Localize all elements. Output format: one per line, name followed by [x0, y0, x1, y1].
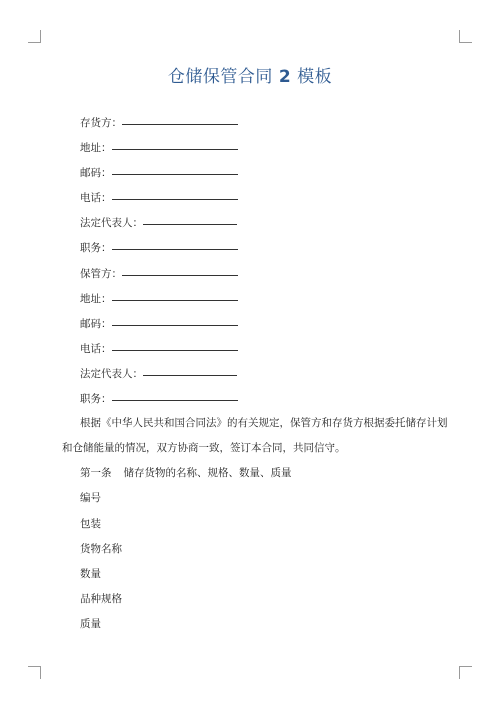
blank-line	[112, 139, 238, 150]
field-label: 存货方：	[80, 117, 122, 129]
blank-line	[112, 290, 238, 301]
field-depositor	[80, 115, 238, 130]
field-label: 法定代表人：	[80, 217, 143, 229]
paragraph-line-1: 根据《中华人民共和国合同法》的有关规定，保管方和存货方根据委托储存计划	[80, 417, 448, 429]
field-depositor-address	[80, 140, 238, 155]
crop-mark-top-right	[459, 30, 472, 43]
field-custodian	[80, 266, 238, 281]
blank-line	[143, 214, 237, 225]
blank-line	[112, 315, 238, 326]
crop-mark-top-left	[28, 30, 41, 43]
blank-line	[143, 365, 237, 376]
field-label: 法定代表人：	[80, 368, 143, 380]
field-label: 地址：	[80, 142, 112, 154]
crop-mark-bottom-right	[459, 666, 472, 679]
blank-line	[112, 189, 238, 200]
field-custodian-legal-rep	[80, 366, 237, 381]
title-suffix: 模板	[297, 67, 333, 87]
field-custodian-address	[80, 291, 238, 306]
field-label: 地址：	[80, 293, 112, 305]
item-goods-name: 货物名称	[80, 543, 122, 555]
item-quantity: 数量	[80, 568, 101, 580]
field-custodian-position	[80, 391, 238, 406]
blank-line	[112, 239, 238, 250]
item-packaging: 包装	[80, 518, 101, 530]
blank-line	[112, 340, 238, 351]
crop-mark-bottom-left	[28, 666, 41, 679]
field-label: 电话：	[80, 343, 112, 355]
field-depositor-postcode	[80, 165, 238, 180]
field-label: 职务：	[80, 242, 112, 254]
field-depositor-position	[80, 240, 238, 255]
field-custodian-postcode	[80, 316, 238, 331]
field-label: 邮码：	[80, 167, 112, 179]
blank-line	[122, 265, 238, 276]
field-depositor-phone	[80, 190, 238, 205]
blank-line	[112, 164, 238, 175]
field-custodian-phone	[80, 341, 238, 356]
title-text: 仓储保管合同	[167, 67, 273, 87]
field-label: 邮码：	[80, 318, 112, 330]
item-code: 编号	[80, 492, 101, 504]
field-label: 电话：	[80, 192, 112, 204]
item-variety-spec: 品种规格	[80, 593, 122, 605]
title-number: 2	[278, 67, 292, 87]
blank-line	[112, 390, 238, 401]
item-quality: 质量	[80, 618, 101, 630]
field-label: 保管方：	[80, 268, 122, 280]
field-label: 职务：	[80, 393, 112, 405]
article-number: 第一条	[80, 467, 112, 479]
paragraph-line-2: 和仓储能量的情况，双方协商一致，签订本合同，共同信守。	[62, 442, 346, 454]
article-title: 储存货物的名称、规格、数量、质量	[123, 467, 292, 479]
blank-line	[122, 114, 238, 125]
field-depositor-legal-rep	[80, 215, 237, 230]
article-1-heading	[80, 466, 292, 480]
document-title	[0, 62, 500, 87]
